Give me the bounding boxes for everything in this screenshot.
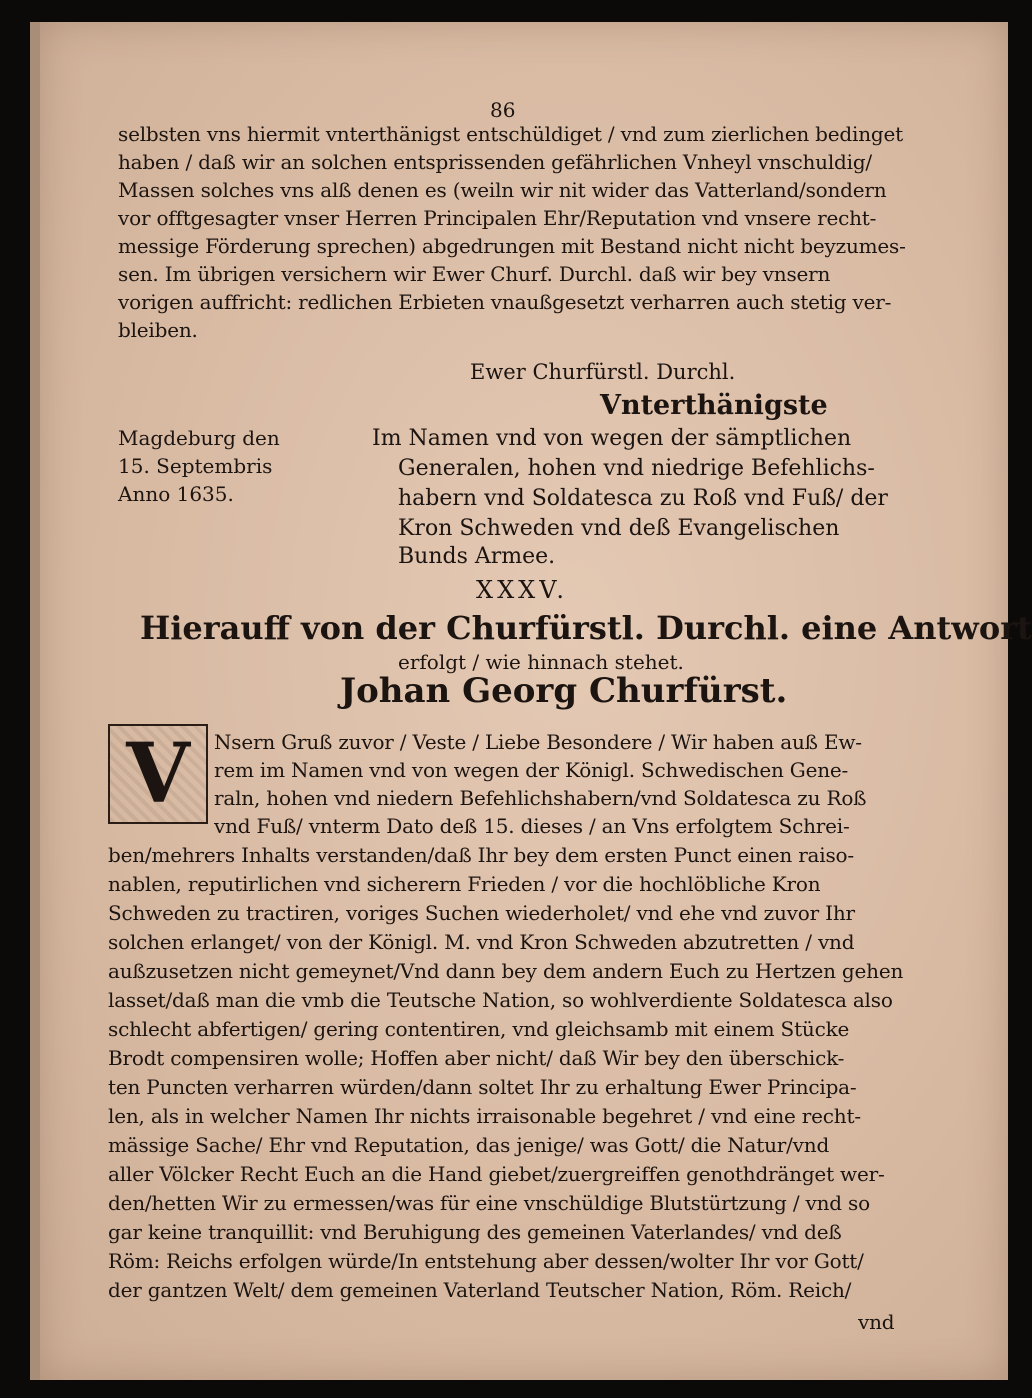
signature-line: Im Namen vnd von wegen der sämptlichen <box>372 426 852 451</box>
place-date-line: Anno 1635. <box>118 482 234 506</box>
drop-cap-initial <box>108 724 208 824</box>
signature-line: Generalen, hohen vnd niedrige Befehlichs- <box>398 456 875 481</box>
answer-line: gar keine tranquillit: vnd Beruhigung des gemeinen Vaterlandes/ vnd deß <box>108 1220 842 1244</box>
answer-line: der gantzen Welt/ dem gemeinen Vaterland Teutscher Nation, Röm. Reich/ <box>108 1278 852 1302</box>
answer-line: Nsern Gruß zuvor / Veste / Liebe Besondere / Wir haben auß Ew- <box>214 730 862 754</box>
answer-line: len, als in welcher Namen Ihr nichts irraisonable begehret / vnd eine recht- <box>108 1104 861 1128</box>
answer-line: mässige Sache/ Ehr vnd Reputation, das jenige/ was Gott/ die Natur/vnd <box>108 1133 830 1157</box>
answer-line: schlecht abfertigen/ gering contentiren, vnd gleichsamb mit einem Stücke <box>108 1017 850 1041</box>
answer-line: Röm: Reichs erfolgen würde/In entstehung aber dessen/wolter Ihr vor Gott/ <box>108 1249 864 1273</box>
sender-name: Johan Georg Churfürst. <box>340 671 788 711</box>
letter-line: vorigen auffricht: redlichen Erbieten vnaußgesetzt verharren auch stetig ver- <box>118 290 892 314</box>
answer-line: raln, hohen vnd niedern Befehlichshabern/vnd Soldatesca zu Roß <box>214 786 867 810</box>
signature-closing: Vnterthänigste <box>600 390 828 421</box>
letter-line: vor offtgesagter vnser Herren Principalen Ehr/Reputation vnd vnsere recht- <box>118 206 877 230</box>
page-number: 86 <box>490 98 516 122</box>
signature-line: Bunds Armee. <box>398 544 556 569</box>
section-heading: Hierauff von der Churfürstl. Durchl. eine Antwort <box>140 609 1032 647</box>
answer-line: ben/mehrers Inhalts verstanden/daß Ihr bey dem ersten Punct einen raiso- <box>108 843 854 867</box>
letter-line: Massen solches vns alß denen es (weiln wir nit wider das Vatterland/sondern <box>118 178 887 202</box>
answer-line: lasset/daß man die vmb die Teutsche Nation, so wohlverdiente Soldatesca also <box>108 988 893 1012</box>
drop-cap-letter: V <box>126 726 190 822</box>
signature-line: Kron Schweden vnd deß Evangelischen <box>398 516 840 541</box>
answer-line: ten Puncten verharren würden/dann soltet Ihr zu erhaltung Ewer Principa- <box>108 1075 857 1099</box>
answer-line: nablen, reputirlichen vnd sicherern Frieden / vor die hochlöbliche Kron <box>108 872 821 896</box>
section-number: XXXV. <box>476 576 569 604</box>
letter-line: selbsten vns hiermit vnterthänigst entschüldiget / vnd zum zierlichen bedinget <box>118 122 903 146</box>
answer-line: Brodt compensiren wolle; Hoffen aber nicht/ daß Wir bey den überschick- <box>108 1046 845 1070</box>
answer-line: außzusetzen nicht gemeynet/Vnd dann bey dem andern Euch zu Hertzen gehen <box>108 959 904 983</box>
answer-line: vnd Fuß/ vnterm Dato deß 15. dieses / an Vns erfolgtem Schrei- <box>214 814 850 838</box>
signature-intro: Ewer Churfürstl. Durchl. <box>470 360 736 384</box>
letter-line: messige Förderung sprechen) abgedrungen mit Bestand nicht nicht beyzumes- <box>118 234 906 258</box>
catchword: vnd <box>858 1310 895 1334</box>
place-date-line: Magdeburg den <box>118 426 280 450</box>
letter-line: bleiben. <box>118 318 198 342</box>
answer-line: solchen erlanget/ von der Königl. M. vnd Kron Schweden abzutretten / vnd <box>108 930 855 954</box>
place-date-line: 15. Septembris <box>118 454 273 478</box>
answer-line: den/hetten Wir zu ermessen/was für eine vnschüldige Blutstürtzung / vnd so <box>108 1191 870 1215</box>
section-subheading: erfolgt / wie hinnach stehet. <box>398 650 684 674</box>
answer-line: aller Völcker Recht Euch an die Hand giebet/zuergreiffen genothdränget wer- <box>108 1162 885 1186</box>
letter-line: sen. Im übrigen versichern wir Ewer Churf. Durchl. daß wir bey vnsern <box>118 262 831 286</box>
answer-line: rem im Namen vnd von wegen der Königl. Schwedischen Gene- <box>214 758 849 782</box>
answer-line: Schweden zu tractiren, voriges Suchen wiederholet/ vnd ehe vnd zuvor Ihr <box>108 901 855 925</box>
signature-line: habern vnd Soldatesca zu Roß vnd Fuß/ der <box>398 486 888 511</box>
letter-line: haben / daß wir an solchen entsprissenden gefährlichen Vnheyl vnschuldig/ <box>118 150 872 174</box>
